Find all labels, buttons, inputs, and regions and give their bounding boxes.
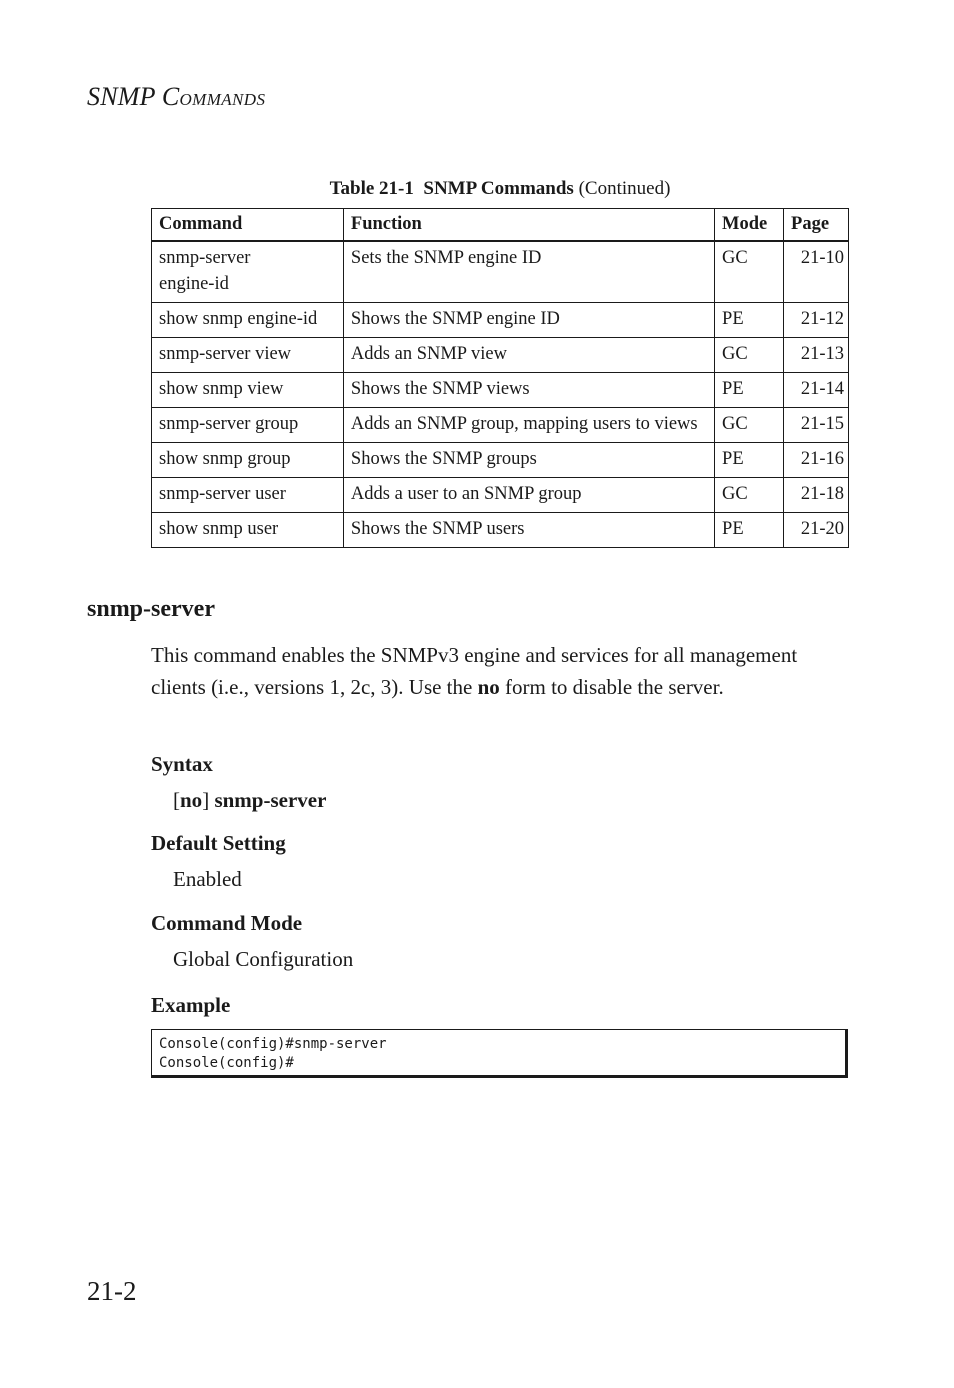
cell-mode: GC (715, 408, 784, 443)
syntax-keyword: no (180, 788, 203, 812)
cell-page: 21-12 (784, 303, 849, 338)
cell-mode: PE (715, 513, 784, 548)
cell-page: 21-14 (784, 373, 849, 408)
command-description (151, 640, 851, 703)
cell-command: snmp-server engine-id (152, 241, 344, 303)
cell-mode: PE (715, 443, 784, 478)
column-header-command: Command (152, 209, 344, 242)
example-heading: Example (151, 993, 231, 1017)
description-text-before: This command enables the SNMPv3 engine and services for all management clients (i.e., versions 1, 2c, 3). Use the (151, 643, 798, 699)
default-setting-heading: Default Setting (151, 831, 286, 855)
cell-function: Adds an SNMP view (343, 338, 714, 373)
syntax-command: snmp-server (214, 788, 327, 812)
description-keyword: no (477, 674, 500, 699)
cell-page: 21-15 (784, 408, 849, 443)
cell-page: 21-13 (784, 338, 849, 373)
cell-mode: GC (715, 241, 784, 303)
command-mode-heading: Command Mode (151, 911, 303, 935)
cell-function: Shows the SNMP users (343, 513, 714, 548)
cell-command: snmp-server user (152, 478, 344, 513)
cell-command: show snmp view (152, 373, 344, 408)
cell-function: Adds a user to an SNMP group (343, 478, 714, 513)
cell-command: snmp-server group (152, 408, 344, 443)
cell-command: show snmp user (152, 513, 344, 548)
table-caption-label: Table 21-1 (329, 178, 414, 199)
cell-function: Adds an SNMP group, mapping users to views (343, 408, 714, 443)
table-caption-title: SNMP Commands (423, 178, 574, 199)
cell-mode: GC (715, 478, 784, 513)
page-number: 21-2 (87, 1276, 137, 1306)
cell-function: Shows the SNMP views (343, 373, 714, 408)
default-setting-value: Enabled (173, 867, 242, 891)
cell-page: 21-10 (784, 241, 849, 303)
cell-command: show snmp group (152, 443, 344, 478)
cell-mode: GC (715, 338, 784, 373)
table-row (152, 303, 849, 338)
cell-function: Shows the SNMP groups (343, 443, 714, 478)
cell-page: 21-20 (784, 513, 849, 548)
cell-function: Sets the SNMP engine ID (343, 241, 714, 303)
table-row (152, 478, 849, 513)
syntax-bracket-open: [ (173, 788, 180, 812)
table-caption (151, 177, 849, 201)
running-header-initial: SNMP C (87, 82, 180, 111)
table-row (152, 338, 849, 373)
table-row (152, 373, 849, 408)
column-header-function: Function (343, 209, 714, 242)
syntax-heading: Syntax (151, 752, 213, 776)
syntax-line (173, 787, 326, 813)
cell-command: show snmp engine-id (152, 303, 344, 338)
cell-page: 21-16 (784, 443, 849, 478)
cell-mode: PE (715, 373, 784, 408)
example-code-block: Console(config)#snmp-server Console(config)# (151, 1029, 848, 1078)
command-heading: snmp-server (87, 596, 215, 622)
table-header-row (152, 209, 849, 242)
table-row (152, 513, 849, 548)
command-mode-value: Global Configuration (173, 947, 354, 971)
running-header (87, 82, 265, 115)
snmp-commands-table (151, 208, 849, 548)
column-header-page: Page (784, 209, 849, 242)
cell-page: 21-18 (784, 478, 849, 513)
running-header-rest: OMMANDS (179, 90, 266, 109)
table-row (152, 443, 849, 478)
cell-command: snmp-server view (152, 338, 344, 373)
table-row (152, 408, 849, 443)
column-header-mode: Mode (715, 209, 784, 242)
cell-mode: PE (715, 303, 784, 338)
description-text-after: form to disable the server. (499, 674, 724, 699)
cell-function: Shows the SNMP engine ID (343, 303, 714, 338)
syntax-bracket-close: ] (202, 788, 210, 812)
table-row (152, 241, 849, 303)
table-caption-note: (Continued) (578, 178, 671, 199)
